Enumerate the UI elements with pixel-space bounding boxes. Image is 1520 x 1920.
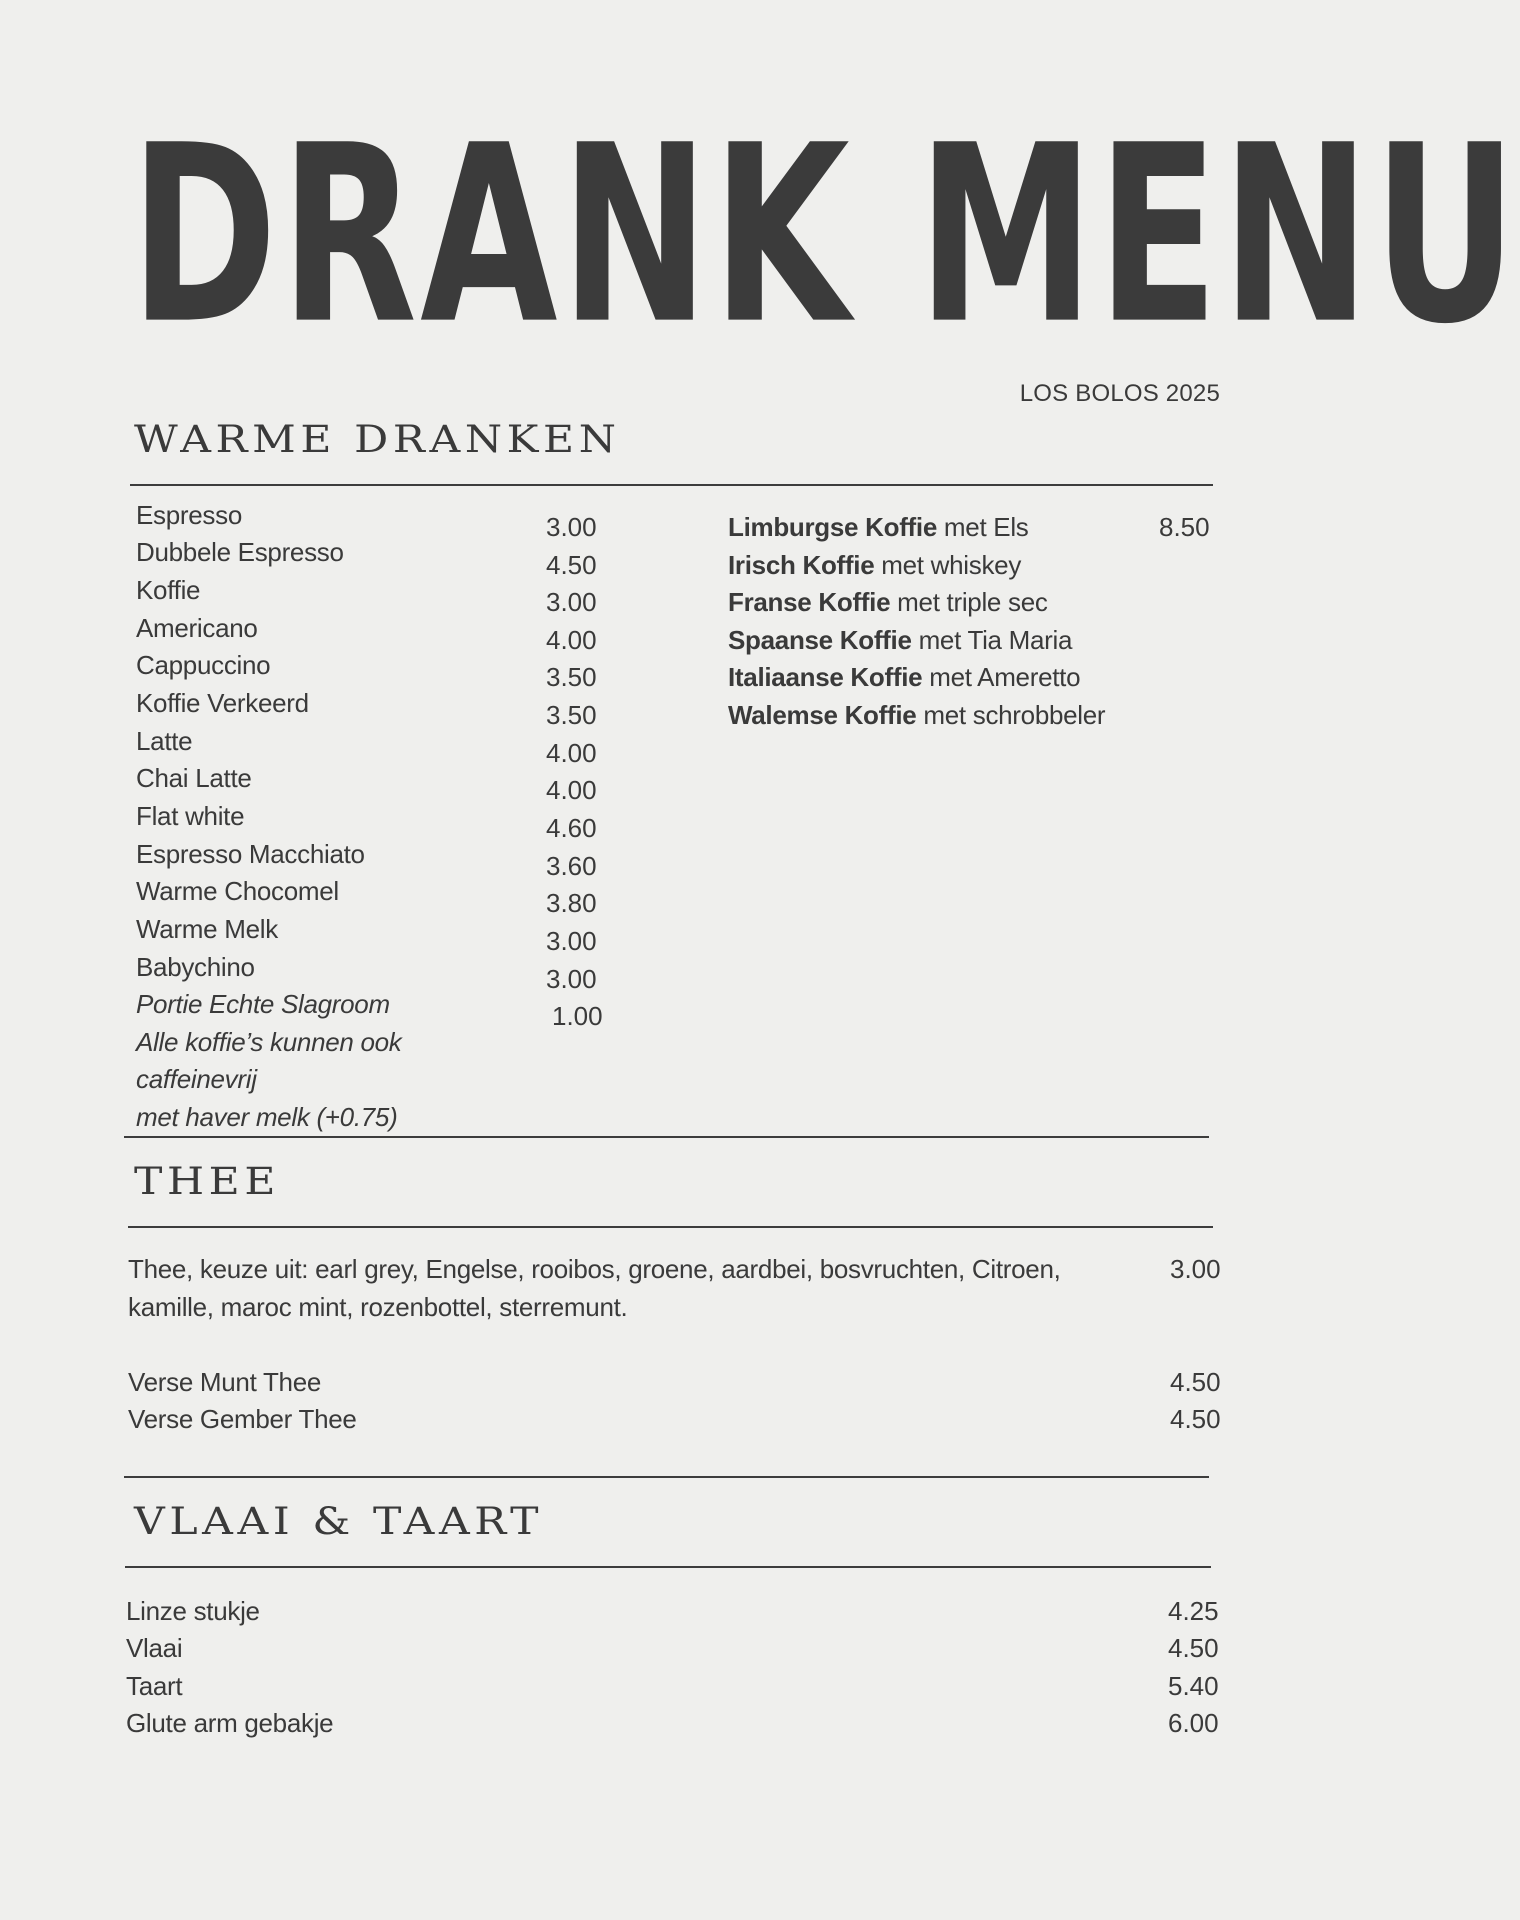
menu-item-price: 4.50 [1170, 1367, 1221, 1397]
section-heading-thee: THEE [134, 1160, 281, 1203]
menu-item-price: 4.00 [546, 625, 597, 655]
section-heading-warme-dranken: WARME DRANKEN [134, 418, 621, 461]
thee-price: 3.00 [1170, 1254, 1221, 1284]
menu-item-price: 1.00 [552, 1001, 603, 1031]
menu-item-price: 3.50 [546, 700, 597, 730]
special-coffee-item [728, 512, 1029, 543]
menu-item-name: Warme Chocomel [136, 876, 339, 906]
menu-item-price: 4.60 [546, 813, 597, 843]
menu-item-name: Warme Melk [136, 914, 278, 944]
menu-item-name: Koffie [136, 575, 201, 605]
menu-item-name: Espresso [136, 500, 242, 530]
divider [124, 1136, 1209, 1138]
special-coffee-name: Walemse Koffie [728, 700, 917, 730]
special-coffee-item [728, 625, 1072, 656]
menu-item-name: Americano [136, 613, 258, 643]
divider [130, 484, 1213, 486]
menu-note: Alle koffie’s kunnen ook [136, 1027, 402, 1057]
thee-description: kamille, maroc mint, rozenbottel, sterremunt. [128, 1292, 628, 1322]
menu-item-name: Taart [126, 1671, 183, 1701]
menu-item-name: Verse Gember Thee [128, 1404, 357, 1434]
menu-item-name: Chai Latte [136, 763, 252, 793]
special-coffee-ingredient: met whiskey [874, 550, 1022, 580]
menu-item-price: 4.50 [1168, 1633, 1219, 1663]
menu-item-name: Koffie Verkeerd [136, 688, 309, 718]
special-coffee-item [728, 662, 1080, 693]
menu-item-name: Portie Echte Slagroom [136, 989, 390, 1019]
menu-item-name: Espresso Macchiato [136, 839, 365, 869]
special-coffee-ingredient: met Els [937, 512, 1029, 542]
special-coffee-item [728, 587, 1048, 618]
special-coffee-name: Italiaanse Koffie [728, 662, 923, 692]
special-coffee-ingredient: met triple sec [890, 587, 1048, 617]
menu-item-price: 3.00 [546, 964, 597, 994]
special-coffee-name: Franse Koffie [728, 587, 891, 617]
menu-item-name: Verse Munt Thee [128, 1367, 322, 1397]
special-coffee-item [728, 700, 1105, 731]
menu-item-name: Latte [136, 726, 193, 756]
menu-item-price: 3.50 [546, 662, 597, 692]
menu-item-price: 6.00 [1168, 1708, 1219, 1738]
menu-item-name: Cappuccino [136, 650, 271, 680]
special-coffee-ingredient: met schrobbeler [916, 700, 1106, 730]
subtitle: LOS BOLOS 2025 [1019, 380, 1220, 407]
section-heading-vlaai-taart: VLAAI & TAART [134, 1500, 544, 1543]
menu-item-name: Flat white [136, 801, 245, 831]
menu-item-price: 4.50 [546, 550, 597, 580]
menu-item-price: 4.50 [1170, 1404, 1221, 1434]
special-coffee-name: Spaanse Koffie [728, 625, 912, 655]
menu-item-price: 4.00 [546, 738, 597, 768]
menu-item-price: 3.80 [546, 888, 597, 918]
special-coffee-name: Irisch Koffie [728, 550, 875, 580]
menu-item-name: Dubbele Espresso [136, 537, 344, 567]
page-title-text: DRANK MENU [130, 92, 1520, 378]
special-coffee-ingredient: met Tia Maria [911, 625, 1073, 655]
menu-item-name: Babychino [136, 952, 255, 982]
menu-item-price: 3.00 [546, 512, 597, 542]
menu-item-price: 5.40 [1168, 1671, 1219, 1701]
menu-item-name: Linze stukje [126, 1596, 260, 1626]
page-title [130, 92, 1520, 378]
divider [125, 1566, 1211, 1568]
menu-item-name: Glute arm gebakje [126, 1708, 334, 1738]
menu-item-price: 4.00 [546, 775, 597, 805]
menu-note: caffeinevrij [136, 1064, 257, 1094]
thee-description: Thee, keuze uit: earl grey, Engelse, rooibos, groene, aardbei, bosvruchten, Citroen, [128, 1254, 1061, 1284]
special-coffee-item [728, 550, 1021, 581]
special-coffee-name: Limburgse Koffie [728, 512, 937, 542]
divider [124, 1476, 1209, 1478]
special-coffee-ingredient: met Ameretto [922, 662, 1081, 692]
menu-item-price: 3.00 [546, 926, 597, 956]
special-coffee-price: 8.50 [1159, 512, 1210, 542]
menu-note: met haver melk (+0.75) [136, 1102, 398, 1132]
menu-item-name: Vlaai [126, 1633, 183, 1663]
divider [128, 1226, 1213, 1228]
menu-item-price: 3.60 [546, 851, 597, 881]
menu-item-price: 4.25 [1168, 1596, 1219, 1626]
menu-item-price: 3.00 [546, 587, 597, 617]
